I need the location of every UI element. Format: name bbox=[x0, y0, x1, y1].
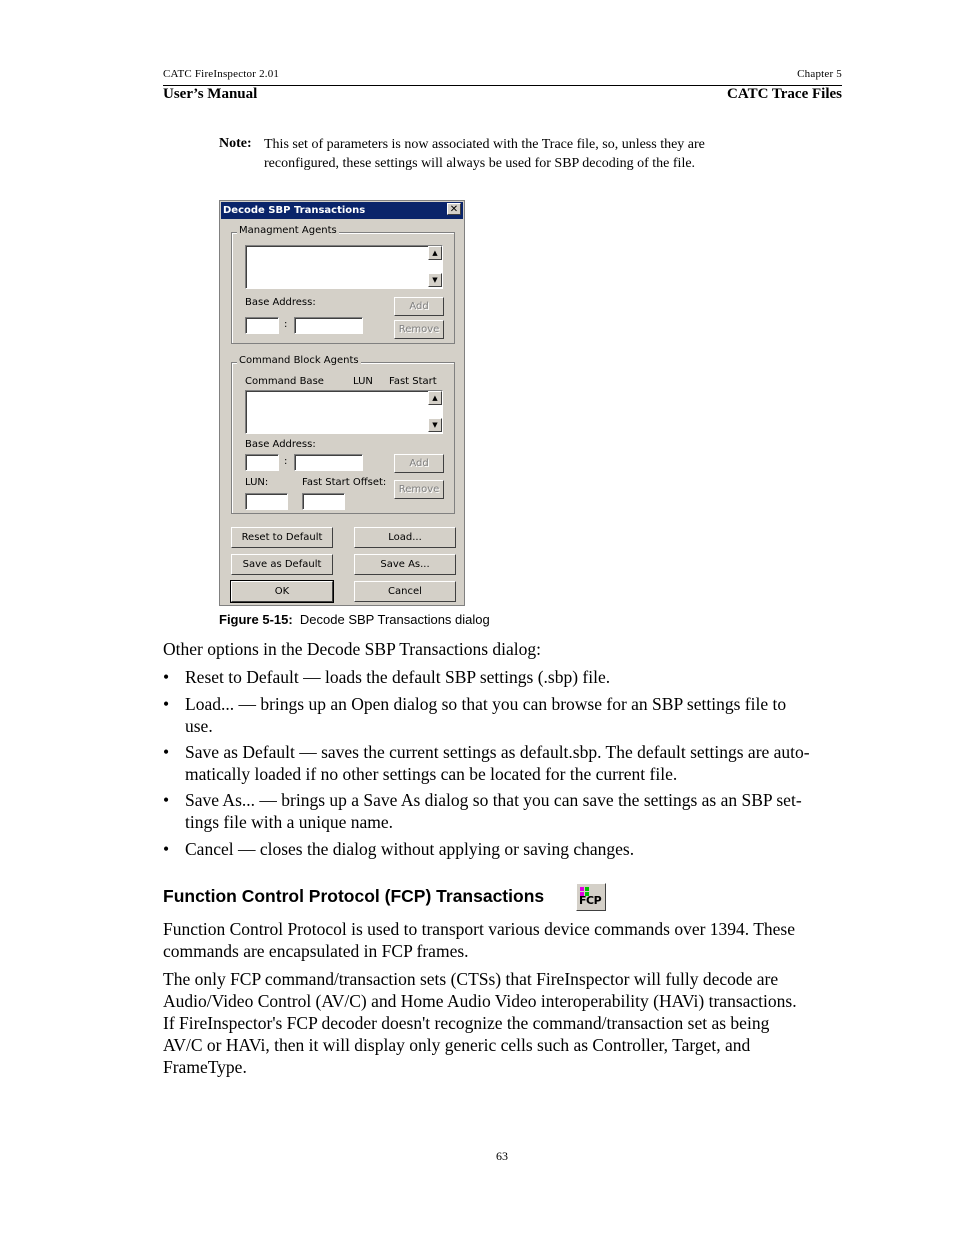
header-product: CATC FireInspector 2.01 bbox=[163, 68, 280, 80]
section-heading: Function Control Protocol (FCP) Transactions bbox=[163, 886, 545, 906]
management-agents-list[interactable] bbox=[245, 245, 443, 289]
cmd-add-button[interactable]: Add bbox=[394, 454, 444, 473]
mgmt-add-button[interactable]: Add bbox=[394, 297, 444, 316]
command-block-agents-label: Command Block Agents bbox=[239, 355, 359, 366]
figure-number: Figure 5-15: bbox=[219, 612, 293, 627]
cmd-base-address-lo-input[interactable] bbox=[294, 454, 363, 471]
ok-button[interactable]: OK bbox=[231, 581, 333, 602]
fast-start-offset-input[interactable] bbox=[302, 493, 345, 510]
fcp-paragraph-1-line1: Function Control Protocol is used to transport various device commands over 1394. These bbox=[163, 919, 796, 939]
scroll-down-icon[interactable]: ▼ bbox=[428, 418, 442, 432]
bullet-save-as-default-line2: matically loaded if no other settings can be located for the current file. bbox=[185, 764, 678, 784]
bullet-cancel: Cancel — closes the dialog without applying or saving changes. bbox=[185, 839, 635, 859]
figure-caption bbox=[219, 612, 490, 627]
scroll-up-icon[interactable]: ▲ bbox=[428, 391, 442, 405]
bullet-load-line2: use. bbox=[185, 716, 213, 736]
bullet-load-line1: Load... — brings up an Open dialog so that you can browse for an SBP settings file to bbox=[185, 694, 787, 714]
bullet-save-as-line1: Save As... — brings up a Save As dialog so that you can save the settings as an SBP set- bbox=[185, 790, 802, 810]
bullet-mark: • bbox=[163, 790, 170, 810]
scroll-up-icon[interactable]: ▲ bbox=[428, 246, 442, 260]
decode-sbp-dialog bbox=[219, 200, 465, 606]
fcp-icon-text: FCP bbox=[579, 894, 602, 907]
page-number: 63 bbox=[496, 1149, 508, 1163]
cmd-remove-button[interactable]: Remove bbox=[394, 480, 444, 499]
cmd-base-address-label: Base Address: bbox=[245, 439, 316, 450]
mgmt-base-address-hi-input[interactable] bbox=[245, 317, 279, 334]
mgmt-base-address-lo-input[interactable] bbox=[294, 317, 363, 334]
dialog-title: Decode SBP Transactions bbox=[223, 205, 366, 216]
note-label: Note: bbox=[219, 136, 252, 151]
mgmt-base-address-label: Base Address: bbox=[245, 297, 316, 308]
management-agents-label: Managment Agents bbox=[239, 225, 337, 236]
bullet-save-as-line2: tings file with a unique name. bbox=[185, 812, 394, 832]
scroll-down-icon[interactable]: ▼ bbox=[428, 273, 442, 287]
bullet-mark: • bbox=[163, 839, 170, 859]
save-as-default-button[interactable]: Save as Default bbox=[231, 554, 333, 575]
fcp-paragraph-2-line1: The only FCP command/transaction sets (CTSs) that FireInspector will fully decode are bbox=[163, 969, 779, 989]
mgmt-colon: : bbox=[284, 319, 288, 330]
cmd-base-address-hi-input[interactable] bbox=[245, 454, 279, 471]
figure-caption-text: Decode SBP Transactions dialog bbox=[299, 612, 490, 627]
header-chapter-title: CATC Trace Files bbox=[727, 86, 842, 102]
dialog-title-bar bbox=[221, 202, 463, 219]
column-command-base: Command Base bbox=[245, 376, 324, 387]
fcp-paragraph-1-line2: commands are encapsulated in FCP frames. bbox=[163, 941, 469, 961]
bullet-mark: • bbox=[163, 742, 170, 762]
command-block-agents-list[interactable] bbox=[245, 390, 443, 434]
fcp-paragraph-2-line5: FrameType. bbox=[163, 1057, 247, 1077]
note-text: This set of parameters is now associated with the Trace file, so, unless they are reconfigured, these settings will always be used for SBP decoding of the file. bbox=[264, 137, 705, 171]
bullet-mark: • bbox=[163, 667, 170, 687]
fcp-paragraph-2-line3: If FireInspector's FCP decoder doesn't recognize the command/transaction set as being bbox=[163, 1013, 770, 1033]
close-icon[interactable]: ✕ bbox=[447, 203, 461, 215]
mgmt-remove-button[interactable]: Remove bbox=[394, 320, 444, 339]
bullet-mark: • bbox=[163, 694, 170, 714]
save-as-button[interactable]: Save As... bbox=[354, 554, 456, 575]
reset-to-default-button[interactable]: Reset to Default bbox=[231, 527, 333, 548]
header-manual: User’s Manual bbox=[163, 86, 258, 102]
cancel-button[interactable]: Cancel bbox=[354, 581, 456, 602]
intro-paragraph: Other options in the Decode SBP Transactions dialog: bbox=[163, 639, 542, 659]
header-chapter: Chapter 5 bbox=[797, 68, 842, 80]
fcp-icon bbox=[576, 883, 606, 911]
bullet-reset-to-default: Reset to Default — loads the default SBP settings (.sbp) file. bbox=[185, 667, 611, 687]
cmd-colon: : bbox=[284, 456, 288, 467]
column-fast-start: Fast Start bbox=[389, 376, 437, 387]
fcp-paragraph-2-line2: Audio/Video Control (AV/C) and Home Audio Video interoperability (HAVi) transactions. bbox=[163, 991, 797, 1011]
fcp-paragraph-2-line4: AV/C or HAVi, then it will display only generic cells such as Controller, Target, and bbox=[163, 1035, 751, 1055]
load-button[interactable]: Load... bbox=[354, 527, 456, 548]
lun-input[interactable] bbox=[245, 493, 288, 510]
header-rule bbox=[163, 85, 842, 86]
bullet-save-as-default-line1: Save as Default — saves the current settings as default.sbp. The default settings are auto- bbox=[185, 742, 810, 762]
fast-start-offset-label: Fast Start Offset: bbox=[302, 477, 387, 488]
lun-label: LUN: bbox=[245, 477, 269, 488]
column-lun: LUN bbox=[353, 376, 373, 387]
